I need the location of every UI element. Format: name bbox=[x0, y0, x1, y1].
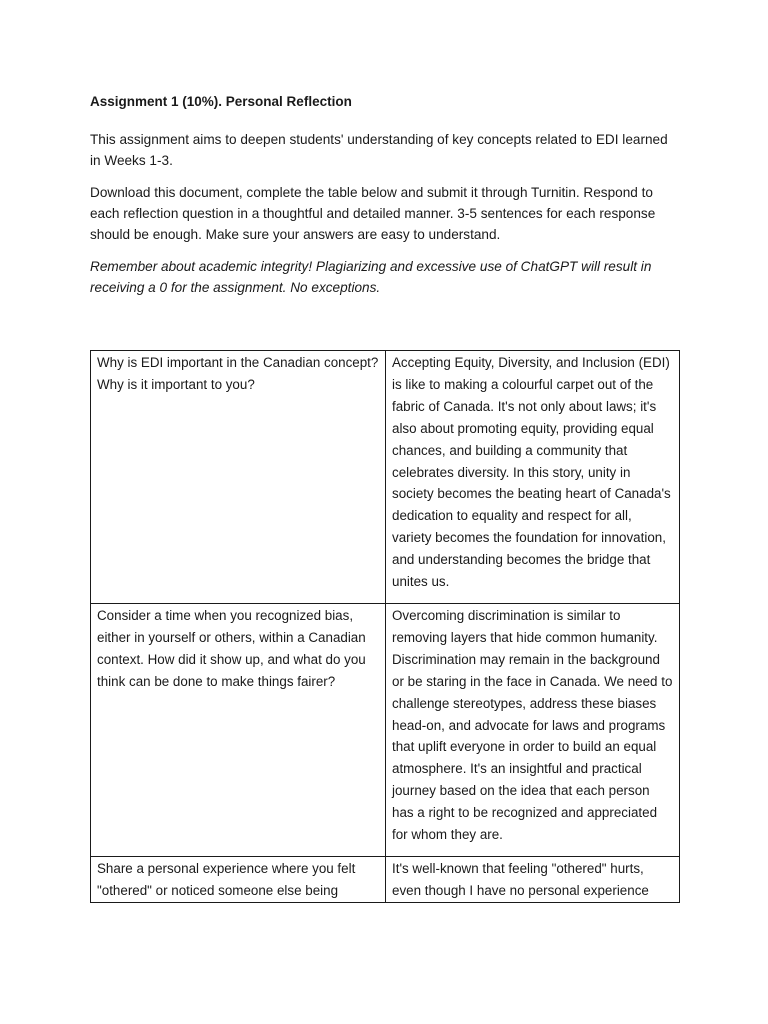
table-row bbox=[91, 856, 680, 902]
instructions-paragraph: Download this document, complete the table below and submit it through Turnitin. Respond to each reflection question in a thoughtful and detailed manner. 3-5 sentences for each response should be enough. Make sure your answers are easy to understand. bbox=[90, 185, 656, 242]
table-row bbox=[91, 603, 680, 856]
question-cell: Consider a time when you recognized bias, either in yourself or others, within a Canadian context. How did it show up, and what do you think can be done to make things fairer? bbox=[91, 603, 386, 856]
intro-paragraph: This assignment aims to deepen students' understanding of key concepts related to EDI learned in Weeks 1-3. bbox=[90, 132, 668, 168]
reflection-table bbox=[90, 350, 680, 903]
answer-cell[interactable]: It's well-known that feeling "othered" hurts, even though I have no personal experience bbox=[386, 856, 680, 902]
integrity-warning: Remember about academic integrity! Plagiarizing and excessive use of ChatGPT will result in receiving a 0 for the assignment. No exceptions. bbox=[90, 259, 652, 295]
table-row bbox=[91, 351, 680, 604]
document-body bbox=[90, 92, 680, 309]
answer-cell[interactable]: Accepting Equity, Diversity, and Inclusion (EDI) is like to making a colourful carpet out of the fabric of Canada. It's not only about laws; it's also about promoting equity, providing equal chances, and building a community that celebrates diversity. In this story, unity in society becomes the beating heart of Canada's dedication to equality and respect for all, variety becomes the foundation for innovation, and understanding becomes the bridge that unites us. bbox=[386, 351, 680, 604]
question-cell: Share a personal experience where you felt "othered" or noticed someone else being bbox=[91, 856, 386, 902]
assignment-title: Assignment 1 (10%). Personal Reflection bbox=[90, 94, 352, 109]
answer-cell[interactable]: Overcoming discrimination is similar to removing layers that hide common humanity. Discrimination may remain in the background or be staring in the face in Canada. We need to challenge stereotypes, address these biases head-on, and advocate for laws and programs that uplift everyone in order to build an equal atmosphere. It's an insightful and practical journey based on the idea that each person has a right to be recognized and appreciated for whom they are. bbox=[386, 603, 680, 856]
question-cell: Why is EDI important in the Canadian concept? Why is it important to you? bbox=[91, 351, 386, 604]
